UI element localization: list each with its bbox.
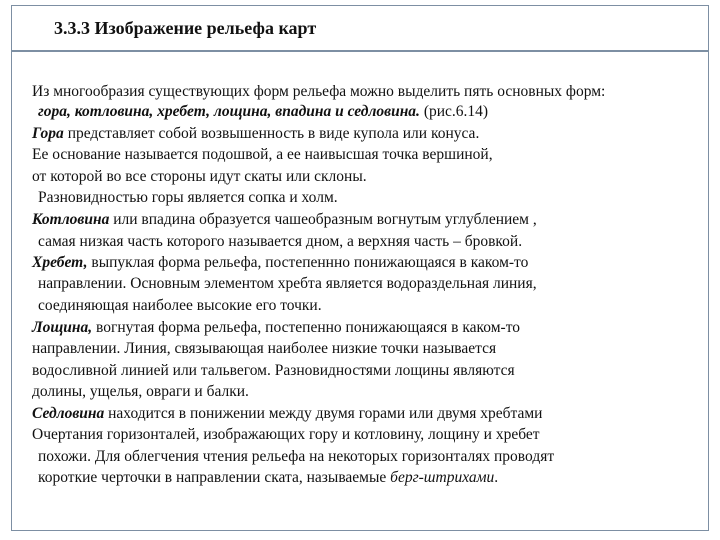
text-line xyxy=(32,404,542,424)
line-text: похожи. Для облегчения чтения рельефа на некоторых горизонталях проводят xyxy=(38,448,555,465)
text-line xyxy=(38,274,537,294)
text-line xyxy=(38,447,554,467)
text-line xyxy=(32,425,540,445)
line-text: Из многообразия существующих форм рельефа можно выделить пять основных форм: xyxy=(32,83,606,100)
text-line xyxy=(38,296,322,316)
line-text: соединяющая наиболее высокие его точки. xyxy=(38,297,322,314)
text-line xyxy=(38,232,522,252)
text-line xyxy=(38,468,498,488)
term-berg-shtrikhi: берг-штрихами xyxy=(390,469,495,486)
landform-list: гора, котловина, хребет, лощина, впадина и седловина. xyxy=(38,103,420,120)
text-line xyxy=(32,339,496,359)
term-sedlovina: Седловина xyxy=(32,405,105,422)
line-text: короткие черточки в направлении ската, называемые xyxy=(38,469,391,486)
line-text: от которой во все стороны идут скаты или склоны. xyxy=(32,168,367,185)
text-line xyxy=(32,145,493,165)
term-gora: Гора xyxy=(32,125,64,142)
line-text: или впадина образуется чашеобразным вогнутым углублением , xyxy=(109,211,537,228)
line-text: представляет собой возвышенность в виде купола или конуса. xyxy=(63,125,480,142)
line-text: . xyxy=(494,469,499,486)
figure-reference: (рис.6.14) xyxy=(419,103,489,120)
text-line xyxy=(32,167,367,187)
text-line xyxy=(32,253,528,273)
text-line xyxy=(32,382,249,402)
text-line xyxy=(38,102,488,122)
term-loshchina: Лощина, xyxy=(32,319,93,336)
line-text: Ее основание называется подошвой, а ее наивысшая точка вершиной, xyxy=(32,146,493,163)
text-line xyxy=(38,188,338,208)
line-text: направлении. Линия, связывающая наиболее низкие точки называется xyxy=(32,340,497,357)
text-line xyxy=(32,318,520,338)
line-text: направлении. Основным элементом хребта является водораздельная линия, xyxy=(38,275,537,292)
line-text: самая низкая часть которого называется дном, а верхняя часть – бровкой. xyxy=(38,233,523,250)
title-box xyxy=(11,5,709,51)
line-text: вогнутая форма рельефа, постепенно понижающаяся в каком-то xyxy=(92,319,521,336)
line-text: находится в понижении между двумя горами или двумя хребтами xyxy=(104,405,543,422)
line-text: Разновидностью горы является сопка и холм. xyxy=(38,189,338,206)
line-text: Очертания горизонталей, изображающих гору и котловину, лощину и хребет xyxy=(32,426,540,443)
text-line xyxy=(32,361,515,381)
page-title: 3.3.3 Изображение рельефа карт xyxy=(54,18,317,38)
text-box xyxy=(11,51,709,531)
term-khrebet: Хребет, xyxy=(32,254,88,271)
line-text: долины, ущелья, овраги и балки. xyxy=(32,383,249,400)
text-line xyxy=(32,124,479,144)
term-kotlovina: Котловина xyxy=(32,211,110,228)
text-line xyxy=(32,82,605,102)
line-text: водосливной линией или тальвегом. Разновидностями лощины являются xyxy=(32,362,515,379)
line-text: выпуклая форма рельефа, постепеннно понижающаяся в каком-то xyxy=(87,254,529,271)
text-line xyxy=(32,210,537,230)
